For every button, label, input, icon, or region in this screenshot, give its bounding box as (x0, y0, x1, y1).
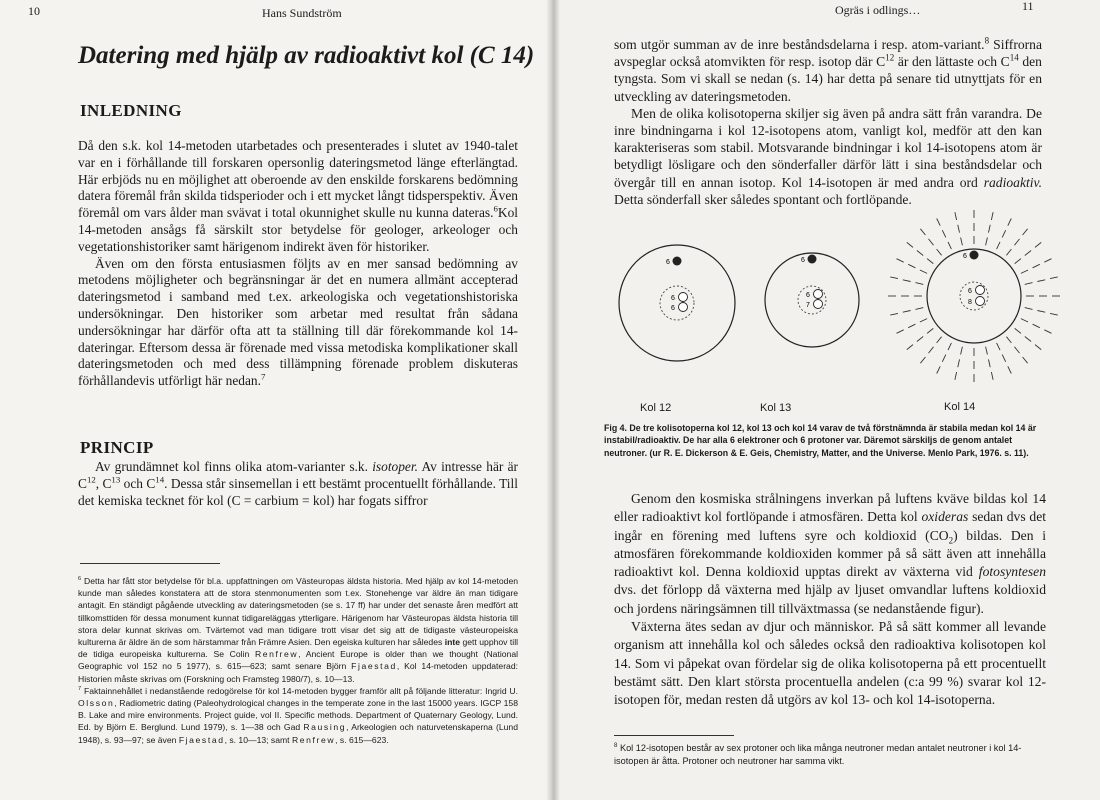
radiation-rays (888, 210, 1060, 382)
radiation-dash (890, 313, 898, 315)
figure-caption: Fig 4. De tre kolisotoperna kol 12, kol 13 och kol 14 varav de två förstnämnda är stabila medan kol 14 är instabil/radioaktiv. De har alla 6 elektroner och 6 protoner var. Däremot särskiljs de genom antalet neutroner. (ur R. E. Dickerson & E. Geis, Chemistry, Matter, and the Universe. Menlo Park, 1976. s. 11). (604, 423, 1037, 458)
proton-count: 6 (806, 292, 810, 299)
footnote-8: $^8$ Kol 12-isotopen består av sex protoner och lika många neutroner medan antalet neutroner i kol 14-isotopen är åtta. Protoner och neutroner har samma vikt. (614, 742, 1022, 766)
right-top-body (614, 36, 1042, 208)
radiation-dash (986, 347, 988, 355)
radiation-dash (1021, 270, 1028, 273)
radiation-dash (920, 319, 927, 322)
radiation-dash (1015, 328, 1021, 333)
neutron-count: 7 (806, 302, 810, 309)
radiation-dash (1006, 337, 1011, 343)
radiation-dash (897, 259, 904, 263)
radiation-dash (1015, 259, 1021, 264)
radiation-dash (1006, 249, 1011, 255)
section-heading-inledning: INLEDNING (80, 101, 182, 120)
proton-count: 6 (671, 295, 675, 302)
radiation-dash (927, 259, 933, 264)
radiation-dash (1008, 219, 1012, 226)
radiation-dash (1025, 283, 1033, 285)
footnote-7: $^7$ Faktainnehållet i nedanstående redogörelse för kol 14-metoden bygger framför allt på följande litteratur: Ingrid U. Olsson, Radiometric dating (Paleohydrological changes in the temperate zone in the last 15000 years. IGCP 158 B. Lake and mire environments. Project guide, vol II. Specific methods. Department of Quaternary Geology, Lund. Ed. by Björn E. Berglund. Lund 1979), s. 1—38 och Gad Rausing, Arkeologien och naturvetenskaperna (Lund 1948), s. 93—97; se även Fjaestad, s. 10—13; samt Renfrew, s. 615—623. (78, 685, 519, 745)
radiation-dash (1023, 229, 1028, 235)
right-page (552, 0, 1100, 800)
radiation-dash (937, 337, 942, 343)
radiation-dash (942, 355, 946, 362)
radiation-dash (1037, 311, 1045, 313)
radiation-dash (1008, 366, 1012, 373)
radiation-dash (1035, 242, 1041, 247)
radiation-dash (920, 229, 925, 235)
radiation-dash (1035, 345, 1041, 350)
radiation-dash (907, 242, 913, 247)
radiation-dash (897, 330, 904, 334)
book-gutter (546, 0, 560, 800)
radiation-dash (1044, 259, 1051, 263)
radiation-dash (1015, 347, 1020, 353)
footnote-ref-7: 7 (260, 371, 266, 382)
paragraph: Av grundämnet kol finns olika atom-varianter s.k. isotoper. Av intresse här är $C^{12}$, $C^{13}$ och $C^{14}$. Dessa står sinsemellan i ett bestämt procentuellt förhållande. Till det kemiska tecknet för kol (C = carbium = kol) har fogats siffror (78, 459, 518, 508)
footnote-divider (80, 563, 220, 564)
electron-count: 6 (801, 257, 805, 264)
radiation-dash (1033, 324, 1040, 328)
paragraph: Genom den kosmiska strålningens inverkan på luftens kväve bildas kol 14 eller radioaktivt kol fortlöpande i atmosfären. Detta kol oxideras sedan dvs det ingår en förening med luftens syre och koldioxid $(CO_2)$ bildas. Den i atmosfären förekommande koldioxiden kommer på så sätt även att innehålla radioaktivt kol. Denna koldioxid upptas direkt av växterna vid fotosyntesen dvs. det förlopp då växterna med hjälp av ljuset omvandlar luftens koldioxid och jordens näringsämnen till tillväxtmassa (se nedanstående figur). (614, 491, 1047, 616)
paragraph: Då den s.k. kol 14-metoden utarbetades och presenterades i slutet av 1940-talet var en i förhållande till forskaren opersonlig dateringsmetod länge efterlängtad. Här erbjöds nu en möjlighet att oberoende av den enskilde forskarens bedömning datera föremål från skilda tidsperioder och i ett mycket långt tidsperspektiv. Även föremål om vars ålder man svävat i total okunnighet skulle nu kunna dateras.$^6$Kol 14-metoden ansågs få särskilt stor betydelse för geologer, arkeologer och vegetationshistoriker samt härigenom indirekt även för historiker. (78, 138, 518, 254)
radiation-dash (948, 343, 951, 350)
neutron-count: 8 (968, 299, 972, 306)
radiation-dash (937, 219, 941, 226)
radiation-dash (916, 283, 924, 285)
radiation-dash (929, 347, 934, 353)
paragraph: Men de olika kolisotoperna skiljer sig även på andra sätt från varandra. De inre bindningarna i kol 12-isotopens atom, vanligt kol, medför att den kan karakteriseras som stabil. Motsvarande bindningar i kol 14-isotopens atom är betydligt lösligare och den sönderfaller därför lätt i sina beståndsdelar och övergår till en annan isotop. Kol 14-isotopen är med andra ord radioaktiv. Detta sönderfall sker således spontant och fortlöpande. (614, 105, 1042, 207)
radiation-dash (927, 328, 933, 333)
left-running-head: Hans Sundström (262, 6, 342, 20)
radiation-dash (997, 343, 1000, 350)
radiation-dash (1002, 230, 1006, 237)
right-running-head: Ogräs i odlings… (835, 3, 921, 17)
radiation-dash (958, 359, 960, 367)
electron-dot (808, 255, 817, 264)
radiation-dash (937, 249, 942, 255)
section-heading-princip: PRINCIP (80, 438, 154, 457)
proton-count: 6 (968, 288, 972, 295)
radiation-dash (916, 308, 924, 310)
radiation-dash (958, 225, 960, 233)
radiation-dash (1050, 313, 1058, 315)
paragraph: som utgör summan av de inre beståndsdelarna i resp. atom-variant.$^8$ Siffrorna avspeglar också atomvikten för resp. isotop där $C^{12}$ är den lättaste och $C^{14}$ den tyngsta. Som vi skall se nedan (s. 14) har detta på senare tid utnyttjats för en utveckling av dateringsmetoden. (614, 35, 1042, 104)
radiation-dash (989, 225, 991, 233)
radiation-dash (929, 239, 934, 245)
electron-count: 6 (963, 253, 967, 260)
radiation-dash (1021, 319, 1028, 322)
radiation-dash (920, 270, 927, 273)
radiation-dash (991, 372, 993, 380)
radiation-dash (1015, 239, 1020, 245)
radiation-dash (955, 212, 957, 220)
paragraph: Även om den första entusiasmen följts av en mer sansad bedömning av metodens möjligheter och begränsningar är det en numera allmänt accepterad dateringsmetod i samband med t.ex. arkeologiska och vegetationshistoriska undersökningar. Den historiker som arbetar med resultat från sådana undersökningar har därför ofta att ta ställning till där förekommande kol 14-dateringar. Eftersom dessa är förenade med vissa metodiska komplikationer skall dateringsmetoden och med dess tillämpning förenade problem diskuteras förhållandevis utförligt här nedan.$^7$ (78, 255, 518, 389)
radiation-dash (1037, 280, 1045, 282)
radiation-dash (1033, 264, 1040, 268)
figure-label-kol-13: Kol 13 (760, 402, 792, 414)
radiation-dash (917, 337, 923, 342)
radiation-dash (937, 366, 941, 373)
footnote-ref-8: 8 (984, 35, 990, 46)
electron-dot (970, 251, 979, 260)
radiation-dash (917, 251, 923, 256)
radiation-dash (1044, 330, 1051, 334)
radiation-dash (997, 242, 1000, 249)
radiation-dash (986, 238, 988, 246)
figure-label-kol-12: Kol 12 (640, 402, 672, 414)
footnote-divider (614, 735, 734, 736)
radiation-dash (991, 212, 993, 220)
radiation-dash (1050, 277, 1058, 279)
radiation-dash (1002, 355, 1006, 362)
isotope-figure (582, 208, 1082, 408)
electron-dot (673, 257, 682, 266)
atom-kol-12 (619, 245, 735, 361)
radiation-dash (989, 359, 991, 367)
radiation-dash (1025, 251, 1031, 256)
radiation-dash (1025, 337, 1031, 342)
radiation-dash (961, 347, 963, 355)
radiation-dash (907, 345, 913, 350)
radiation-dash (955, 372, 957, 380)
radiation-dash (908, 264, 915, 268)
right-page-number: 11 (1022, 0, 1034, 13)
radiation-dash (1025, 308, 1033, 310)
princip-body (78, 459, 518, 509)
radiation-dash (908, 324, 915, 328)
chapter-title: Datering med hjälp av radioaktivt kol (C 14) (78, 42, 535, 69)
radiation-dash (948, 242, 951, 249)
neutron-count: 6 (671, 305, 675, 312)
left-page-number: 10 (28, 4, 40, 18)
footnote-6: $^6$ Detta har fått stor betydelse för bl.a. uppfattningen om Västeuropas äldsta historia. Med hjälp av kol 14-metoden kunde man således konstatera att de stora stenmonumenten som t.ex. Stonehenge var äldre än man tidigare antagit. En ständigt pågående utveckling av dateringsmetoden (se s. 17 ff) har under det senaste åren medfört att tillkomsttiden för dessa monument kunnat tidigareläggas ytterligare. Härigenom har Västeuropas äldsta historia till stora delar kunnat skrivas om. Tvärtemot vad man tidigare trott visar det sig att de tidigaste västeuropeiska kulturerna är äldre än de som härstammar från Främre Asien. Den egeiska kulturen har således inte gett upphov till de tidiga europeiska kulturerna. Se Colin Renfrew, Ancient Europe is older than we thought (National Geographic vol 152 no 5 1977), s. 615—623; samt senare Björn Fjaestad, Kol 14-metoden uppdaterad: Historien måste skrivas om (Forskning och Framsteg 1980/7), s. 10—13. (78, 576, 519, 684)
radiation-dash (890, 277, 898, 279)
radiation-dash (1023, 357, 1028, 363)
radiation-dash (920, 357, 925, 363)
right-bottom-body (614, 490, 1046, 710)
radiation-dash (942, 230, 946, 237)
atom-kol-13 (765, 253, 859, 347)
footnote-ref-6: 6 (493, 203, 498, 214)
footnotes (78, 575, 518, 746)
radiation-dash (903, 311, 911, 313)
inledning-body (78, 138, 518, 390)
radiation-dash (961, 238, 963, 246)
electron-count: 6 (666, 259, 670, 266)
radiation-dash (903, 280, 911, 282)
atom-kol-14 (888, 210, 1060, 382)
paragraph: Växterna ätes sedan av djur och människor. På så sätt kommer all levande organism att innehålla kol och således också den radioaktiva kolisotopen kol 14. Som vi påpekat ovan fördelar sig de olika kolisotoperna på ett procentuellt bestämt sätt. Den klart största procentuella andelen (c:a 99 %) svarar kol 12-isotopen för, medan resten då utgörs av kol 13- och kol 14-isotoperna. (614, 619, 1046, 708)
figure-label-kol-14: Kol 14 (944, 401, 976, 413)
